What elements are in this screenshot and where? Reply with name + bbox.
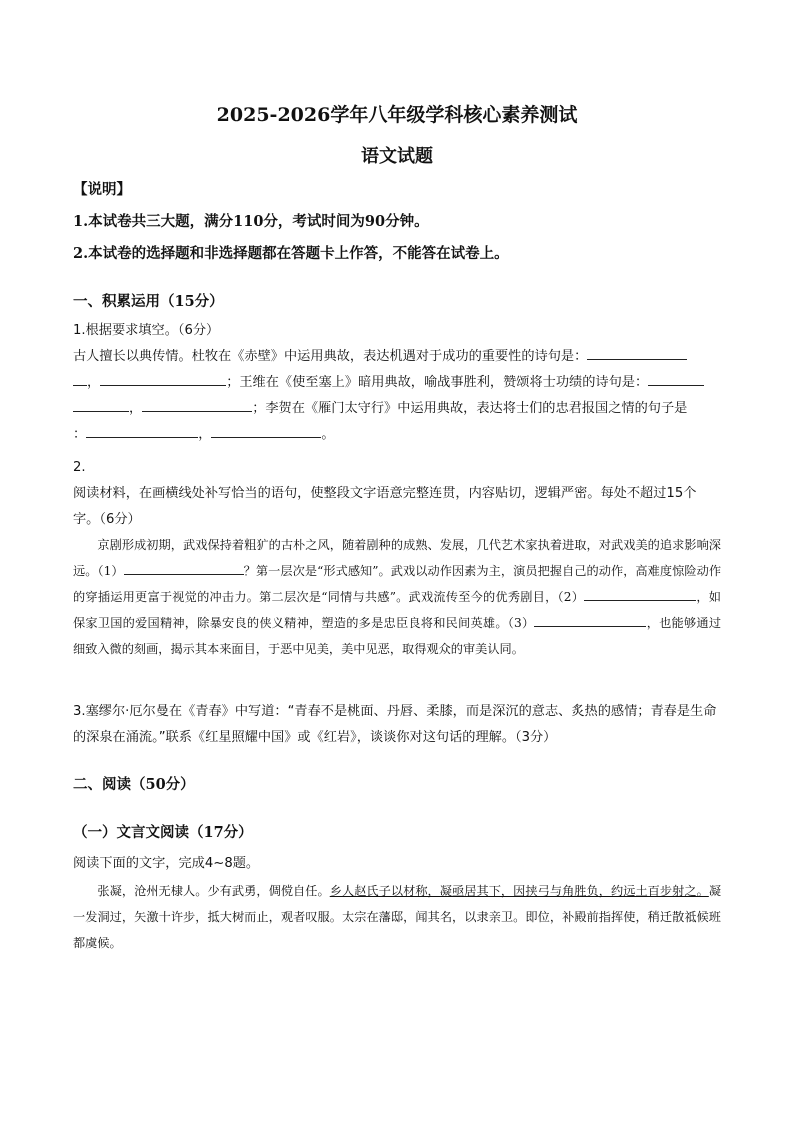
question-1-line-1 [73, 344, 721, 370]
passage-text: 凝一发洞过，矢激十许步，抵大树而止，观者叹服。太宗在藩邸，闻其名，以隶亲卫。即位，补殿前指挥使，稍迁散祗候班都虞候。 [73, 884, 722, 950]
answer-blank[interactable] [73, 371, 87, 386]
answer-blank[interactable] [73, 397, 129, 412]
passage-text: 京剧形成初期，武戏保持着粗犷的古朴之风，随着剧种的成熟、发展，几代艺术家执着进取，对武戏美的追求影响深远。（1） [73, 538, 721, 578]
passage-text: ？第一层次是“形式感知”。武戏以动作因素为主，演员把握自己的动作，高难度惊险动作的穿插运用更富于视觉的冲击力。第二层次是“同情与共感”。武戏流传至今的优秀剧目，（2） [73, 564, 722, 604]
exam-title: 2025-2026学年八年级学科核心素养测试 [216, 104, 578, 126]
question-1-line-4 [73, 422, 721, 448]
question-1-text: ， [87, 375, 101, 390]
answer-blank[interactable] [584, 586, 696, 601]
question-1-prompt: 1.根据要求填空。（6分） [73, 323, 220, 338]
question-1 [73, 318, 721, 448]
question-2 [73, 455, 721, 533]
classical-passage [73, 878, 721, 956]
answer-blank[interactable] [100, 371, 226, 386]
answer-blank[interactable] [587, 345, 687, 360]
question-1-text: ， [198, 427, 212, 442]
answer-blank[interactable] [648, 371, 704, 386]
question-2-number: 2. [73, 460, 86, 475]
answer-blank[interactable] [211, 423, 321, 438]
section-1-heading: 一、积累运用（15分） [73, 293, 224, 310]
answer-blank[interactable] [534, 612, 646, 627]
question-1-text: ： [73, 427, 87, 442]
passage-underlined-text: 乡人赵氏子以材称，凝亟居其下，因挟弓与角胜负，约远土百步射之。 [329, 884, 709, 898]
question-3: 3.塞缪尔·厄尔曼在《青春》中写道：“青春不是桃面、丹唇、柔膝，而是深沉的意志、炙热的感情；青春是生命的深泉在涌流。”联系《红星照耀中国》或《红岩》，谈谈你对这句话的理解。（3分） [73, 704, 717, 745]
section-2-heading: 二、阅读（50分） [73, 776, 195, 793]
passage-text: ，如保家卫国的爱国精神，除暴安良的侠义精神，塑造的多是忠臣良将和民间英雄。（3） [73, 590, 721, 630]
question-2-passage [73, 532, 721, 662]
answer-blank[interactable] [142, 397, 252, 412]
question-2-prompt: 阅读材料，在画横线处补写恰当的语句，使整段文字语意完整连贯，内容贴切，逻辑严密。每处不超过15个字。（6分） [73, 486, 697, 527]
exam-subtitle: 语文试题 [361, 146, 433, 167]
question-1-text: 古人擅长以典传情。杜牧在《赤壁》中运用典故，表达机遇对于成功的重要性的诗句是： [73, 349, 588, 364]
question-1-text: ；李贺在《雁门太守行》中运用典故，表达将士们的忠君报国之情的句子是 [252, 401, 688, 416]
notes-line-2: 2.本试卷的选择题和非选择题都在答题卡上作答，不能答在试卷上。 [73, 245, 509, 262]
subsection-1-heading: （一）文言文阅读（17分） [73, 824, 253, 841]
answer-blank[interactable] [86, 423, 198, 438]
passage-text: ，也能够通过细致入微的刻画，揭示其本来面目，于恶中见美，美中见恶，取得观众的审美认同。 [73, 616, 722, 656]
passage-text: 张凝，沧州无棣人。少有武勇，倜傥自任。 [97, 884, 330, 898]
answer-blank[interactable] [124, 560, 244, 575]
notes-heading: 【说明】 [73, 181, 131, 198]
question-1-line-2 [73, 370, 721, 396]
question-1-text: ， [129, 401, 143, 416]
subsection-1-prompt: 阅读下面的文字，完成4~8题。 [73, 856, 260, 871]
question-1-text: ；王维在《使至塞上》暗用典故，喻战事胜利，赞颂将士功绩的诗句是： [226, 375, 649, 390]
question-1-line-3 [73, 396, 721, 422]
question-1-text: 。 [321, 427, 335, 442]
notes-line-1: 1.本试卷共三大题，满分110分，考试时间为90分钟。 [73, 213, 429, 230]
